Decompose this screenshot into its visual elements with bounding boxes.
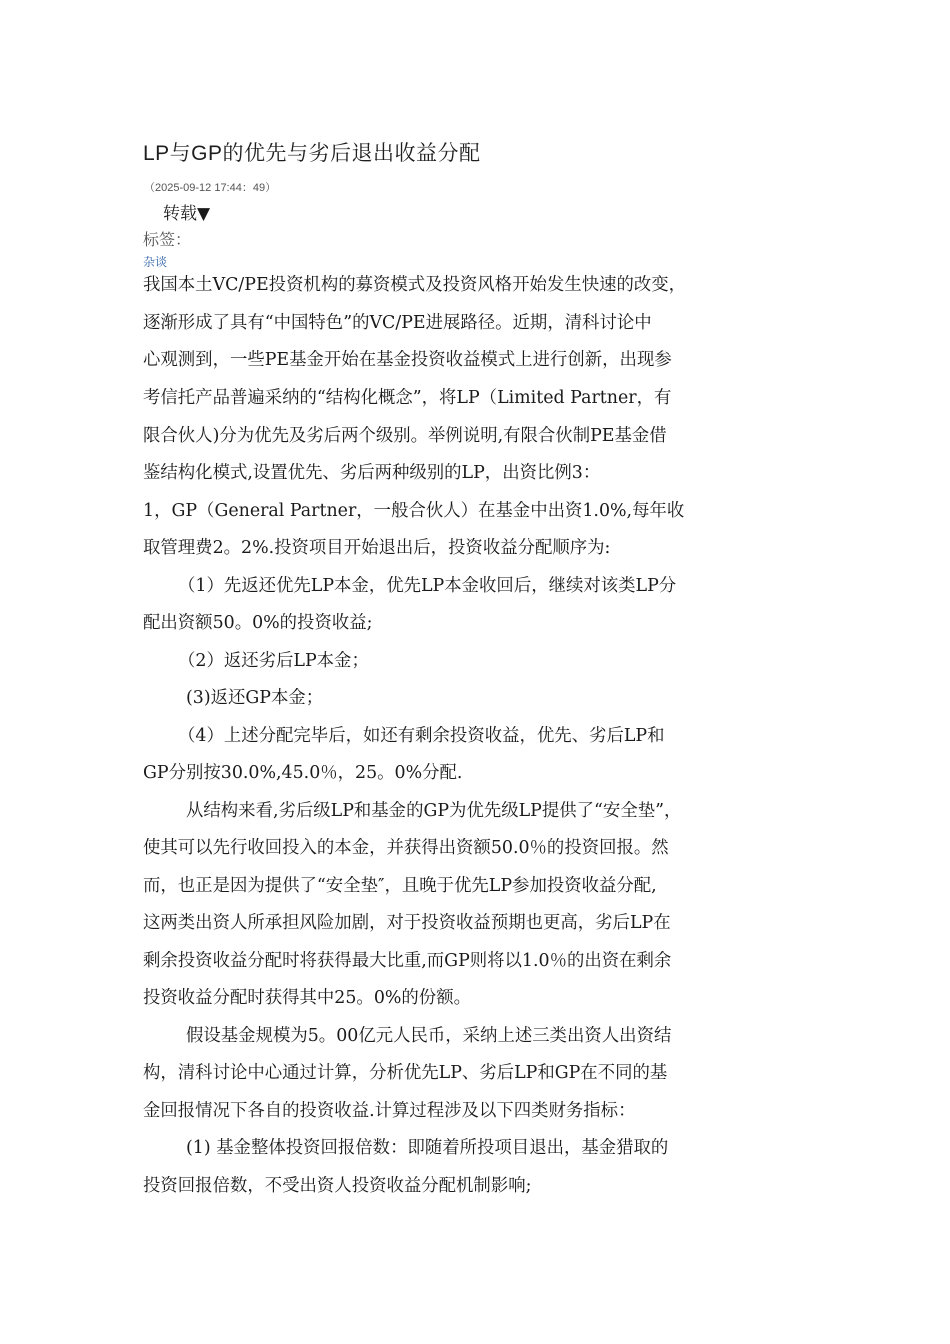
body-line: 剩余投资收益分配时将获得最大比重,而GP则将以1.0％的出资在剩余	[143, 951, 672, 971]
body-line: 心观测到，一些PE基金开始在基金投资收益模式上进行创新，出现参	[143, 350, 672, 370]
repost-toggle[interactable]: 转载▼	[163, 204, 211, 224]
body-line: 而，也正是因为提供了“安全垫″，且晚于优先LP参加投资收益分配,	[143, 876, 657, 896]
body-line: 限合伙人)分为优先及劣后两个级别。举例说明,有限合伙制PE基金借	[143, 426, 667, 446]
body-line: 取管理费2。2%.投资项目开始退出后，投资收益分配顺序为:	[143, 538, 611, 558]
body-line: 这两类出资人所承担风险加剧，对于投资收益预期也更高，劣后LP在	[143, 913, 671, 933]
body-line: 构，清科讨论中心通过计算，分析优先LP、劣后LP和GP在不同的基	[143, 1063, 668, 1083]
body-line: （2）返还劣后LP本金；	[178, 651, 369, 671]
body-line: 1，GP（General Partner，一般合伙人）在基金中出资1.0%,每年收	[143, 501, 685, 521]
body-line: 金回报情况下各自的投资收益.计算过程涉及以下四类财务指标：	[143, 1101, 636, 1121]
tag-link[interactable]: 杂谈	[143, 255, 168, 269]
body-line: 考信托产品普遍采纳的“结构化概念”，将LP（Limited Partner，有	[143, 388, 672, 408]
body-line: （4）上述分配完毕后，如还有剩余投资收益，优先、劣后LP和	[178, 726, 665, 746]
body-line: 逐渐形成了具有“中国特色”的VC/PE进展路径。近期，清科讨论中	[143, 313, 652, 333]
body-line: 假设基金规模为5。00亿元人民币，采纳上述三类出资人出资结	[186, 1026, 672, 1046]
body-line: （1）先返还优先LP本金，优先LP本金收回后，继续对该类LP分	[178, 576, 677, 596]
body-line: (1) 基金整体投资回报倍数：即随着所投项目退出，基金猎取的	[186, 1138, 669, 1158]
body-line: 鉴结构化模式,设置优先、劣后两种级别的LP，出资比例3：	[143, 463, 601, 483]
body-line: 从结构来看,劣后级LP和基金的GP为优先级LP提供了“安全垫”，	[186, 801, 682, 821]
body-line: (3)返还GP本金；	[186, 688, 324, 708]
body-line: 配出资额50。0%的投资收益;	[143, 613, 373, 633]
article-title: LP与GP的优先与劣后退出收益分配	[143, 142, 481, 165]
body-line: 投资收益分配时获得其中25。0%的份额。	[143, 988, 471, 1008]
article-timestamp: （2025-09-12 17:44：49）	[144, 182, 277, 194]
tags-label: 标签：	[143, 230, 192, 249]
body-line: 投资回报倍数，不受出资人投资收益分配机制影响;	[143, 1176, 532, 1196]
body-line: GP分别按30.0%,45.0％，25。0%分配.	[143, 763, 463, 783]
body-line: 使其可以先行收回投入的本金，并获得出资额50.0％的投资回报。然	[143, 838, 669, 858]
body-line: 我国本土VC/PE投资机构的募资模式及投资风格开始发生快速的改变，	[143, 275, 687, 295]
